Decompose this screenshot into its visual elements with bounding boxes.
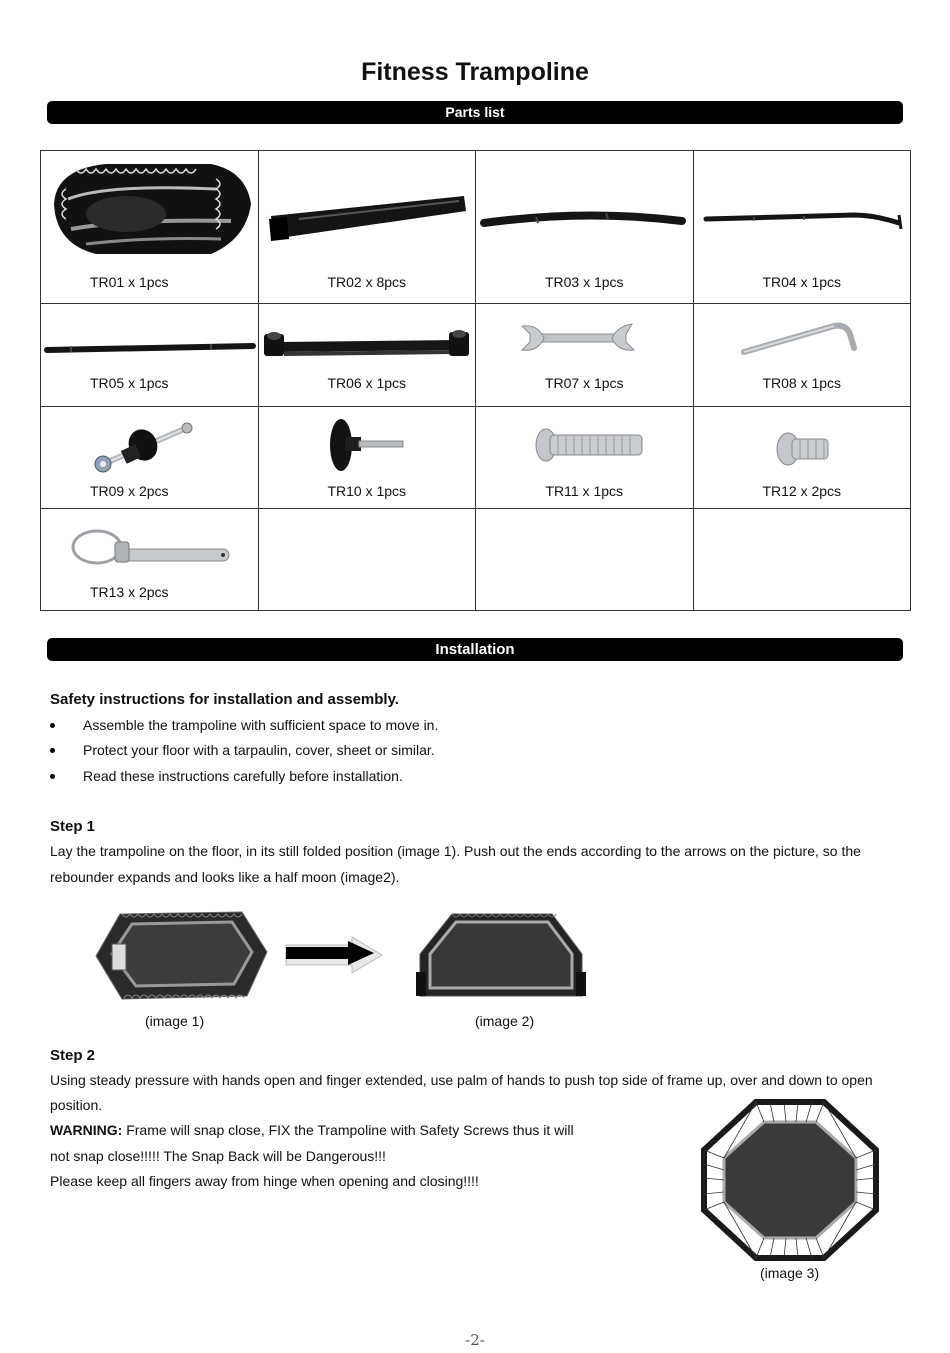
installation-header: Installation: [47, 638, 903, 661]
warning-label: WARNING:: [50, 1122, 123, 1138]
part-cell-tr07: [476, 304, 694, 407]
parts-list-header: Parts list: [47, 101, 903, 124]
step2-text-line5: Please keep all fingers away from hinge when opening and closing!!!!: [50, 1173, 479, 1189]
image2-half-moon-trampoline: [412, 908, 587, 1000]
empty-cell: [476, 509, 694, 611]
part-label: TR05 x 1pcs: [89, 375, 169, 391]
safety-item: Read these instructions carefully before installation.: [83, 768, 403, 784]
part-label: TR04 x 1pcs: [762, 274, 842, 290]
part-label: TR03 x 1pcs: [544, 274, 624, 290]
step1-text-line1: Lay the trampoline on the floor, in its still folded position (image 1). Push out the ends according to the arrows on the picture, so the: [50, 843, 861, 859]
part-cell-tr09: [41, 407, 259, 509]
part-cell-tr04: [693, 151, 911, 304]
part-cell-tr05: [41, 304, 259, 407]
arrow-right-icon: [282, 935, 392, 975]
step2-text-line4: not snap close!!!!! The Snap Back will be Dangerous!!!: [50, 1148, 386, 1164]
part-cell-tr12: [693, 407, 911, 509]
step1-heading: Step 1: [50, 818, 96, 835]
step2-text-line1: Using steady pressure with hands open and finger extended, use palm of hands to push top side of frame up, over and down to open: [50, 1072, 873, 1088]
part-cell-tr02: [258, 151, 476, 304]
part-label: TR12 x 2pcs: [762, 483, 842, 499]
page-number: -2-: [465, 1331, 485, 1349]
parts-table: [40, 150, 911, 611]
part-cell-tr01: [41, 151, 259, 304]
part-label: TR11 x 1pcs: [545, 483, 624, 499]
part-label: TR07 x 1pcs: [544, 375, 624, 391]
part-label: TR13 x 2pcs: [89, 584, 169, 600]
part-label: TR08 x 1pcs: [762, 375, 842, 391]
part-cell-tr11: [476, 407, 694, 509]
step2-text-line2: position.: [50, 1097, 103, 1113]
bullet-icon: [50, 723, 55, 728]
safety-item: Assemble the trampoline with sufficient space to move in.: [83, 717, 438, 733]
image3-open-trampoline: [698, 1098, 882, 1264]
part-cell-tr10: [258, 407, 476, 509]
step1-text-line2: rebounder expands and looks like a half moon (image2).: [50, 869, 400, 885]
warning-text: Frame will snap close, FIX the Trampoline with Safety Screws thus it will: [122, 1122, 574, 1138]
safety-item: Protect your floor with a tarpaulin, cover, sheet or similar.: [83, 742, 435, 758]
part-cell-tr06: [258, 304, 476, 407]
image2-caption: (image 2): [475, 1013, 535, 1029]
image3-caption: (image 3): [760, 1265, 820, 1281]
image1-caption: (image 1): [145, 1013, 205, 1029]
bullet-icon: [50, 774, 55, 779]
image1-folded-trampoline: [92, 904, 272, 1004]
step2-heading: Step 2: [50, 1047, 96, 1064]
step2-warning: [50, 1118, 574, 1144]
part-label: TR10 x 1pcs: [327, 483, 407, 499]
part-label: TR02 x 8pcs: [327, 274, 407, 290]
safety-heading: Safety instructions for installation and assembly.: [50, 691, 399, 708]
part-cell-tr03: [476, 151, 694, 304]
empty-cell: [693, 509, 911, 611]
empty-cell: [258, 509, 476, 611]
page-title: Fitness Trampoline: [361, 58, 589, 86]
part-cell-tr08: [693, 304, 911, 407]
part-label: TR01 x 1pcs: [89, 274, 169, 290]
part-label: TR09 x 2pcs: [89, 483, 169, 499]
part-cell-tr13: [41, 509, 259, 611]
bullet-icon: [50, 748, 55, 753]
part-label: TR06 x 1pcs: [327, 375, 407, 391]
